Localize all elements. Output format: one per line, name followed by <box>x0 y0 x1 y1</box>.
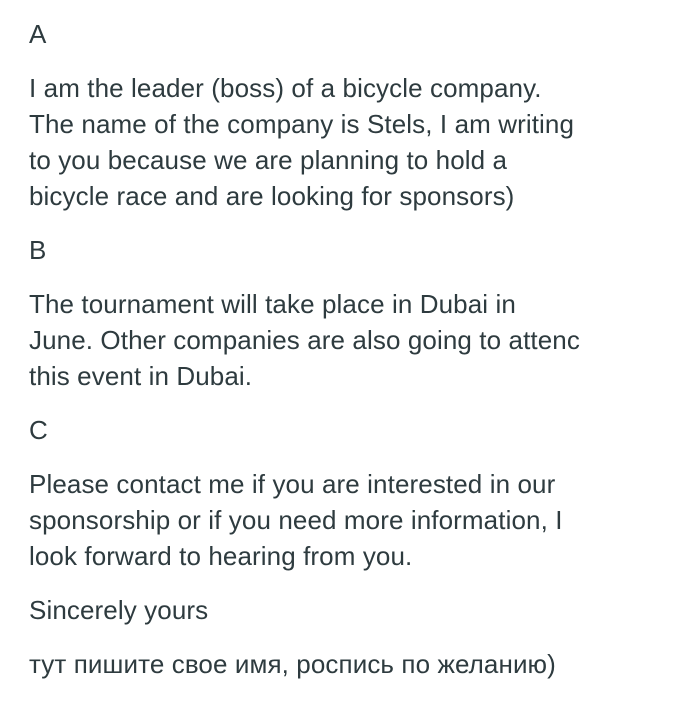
closing-line: Sincerely yours <box>29 595 209 625</box>
paragraph-a <box>29 70 686 214</box>
paragraph-b-line: The tournament will take place in Dubai in <box>29 289 516 319</box>
letter-document <box>29 16 686 682</box>
paragraph-c-line: look forward to hearing from you. <box>29 541 413 571</box>
paragraph-a-line: I am the leader (boss) of a bicycle company. <box>29 73 542 103</box>
paragraph-b-line: June. Other companies are also going to attenc <box>29 325 580 355</box>
paragraph-c-line: sponsorship or if you need more information, I <box>29 505 563 535</box>
paragraph-b-line: this event in Dubai. <box>29 361 253 391</box>
section-heading-a: A <box>29 19 47 49</box>
paragraph-a-line: The name of the company is Stels, I am writing <box>29 109 575 139</box>
signature-note: тут пишите свое имя, роспись по желанию) <box>29 649 556 679</box>
paragraph-c-line: Please contact me if you are interested in our <box>29 469 556 499</box>
paragraph-a-line: bicycle race and are looking for sponsors) <box>29 181 515 211</box>
paragraph-a-line: to you because we are planning to hold a <box>29 145 508 175</box>
section-heading-c: C <box>29 415 48 445</box>
paragraph-b <box>29 286 686 394</box>
section-heading-b: B <box>29 235 47 265</box>
paragraph-c <box>29 466 686 574</box>
